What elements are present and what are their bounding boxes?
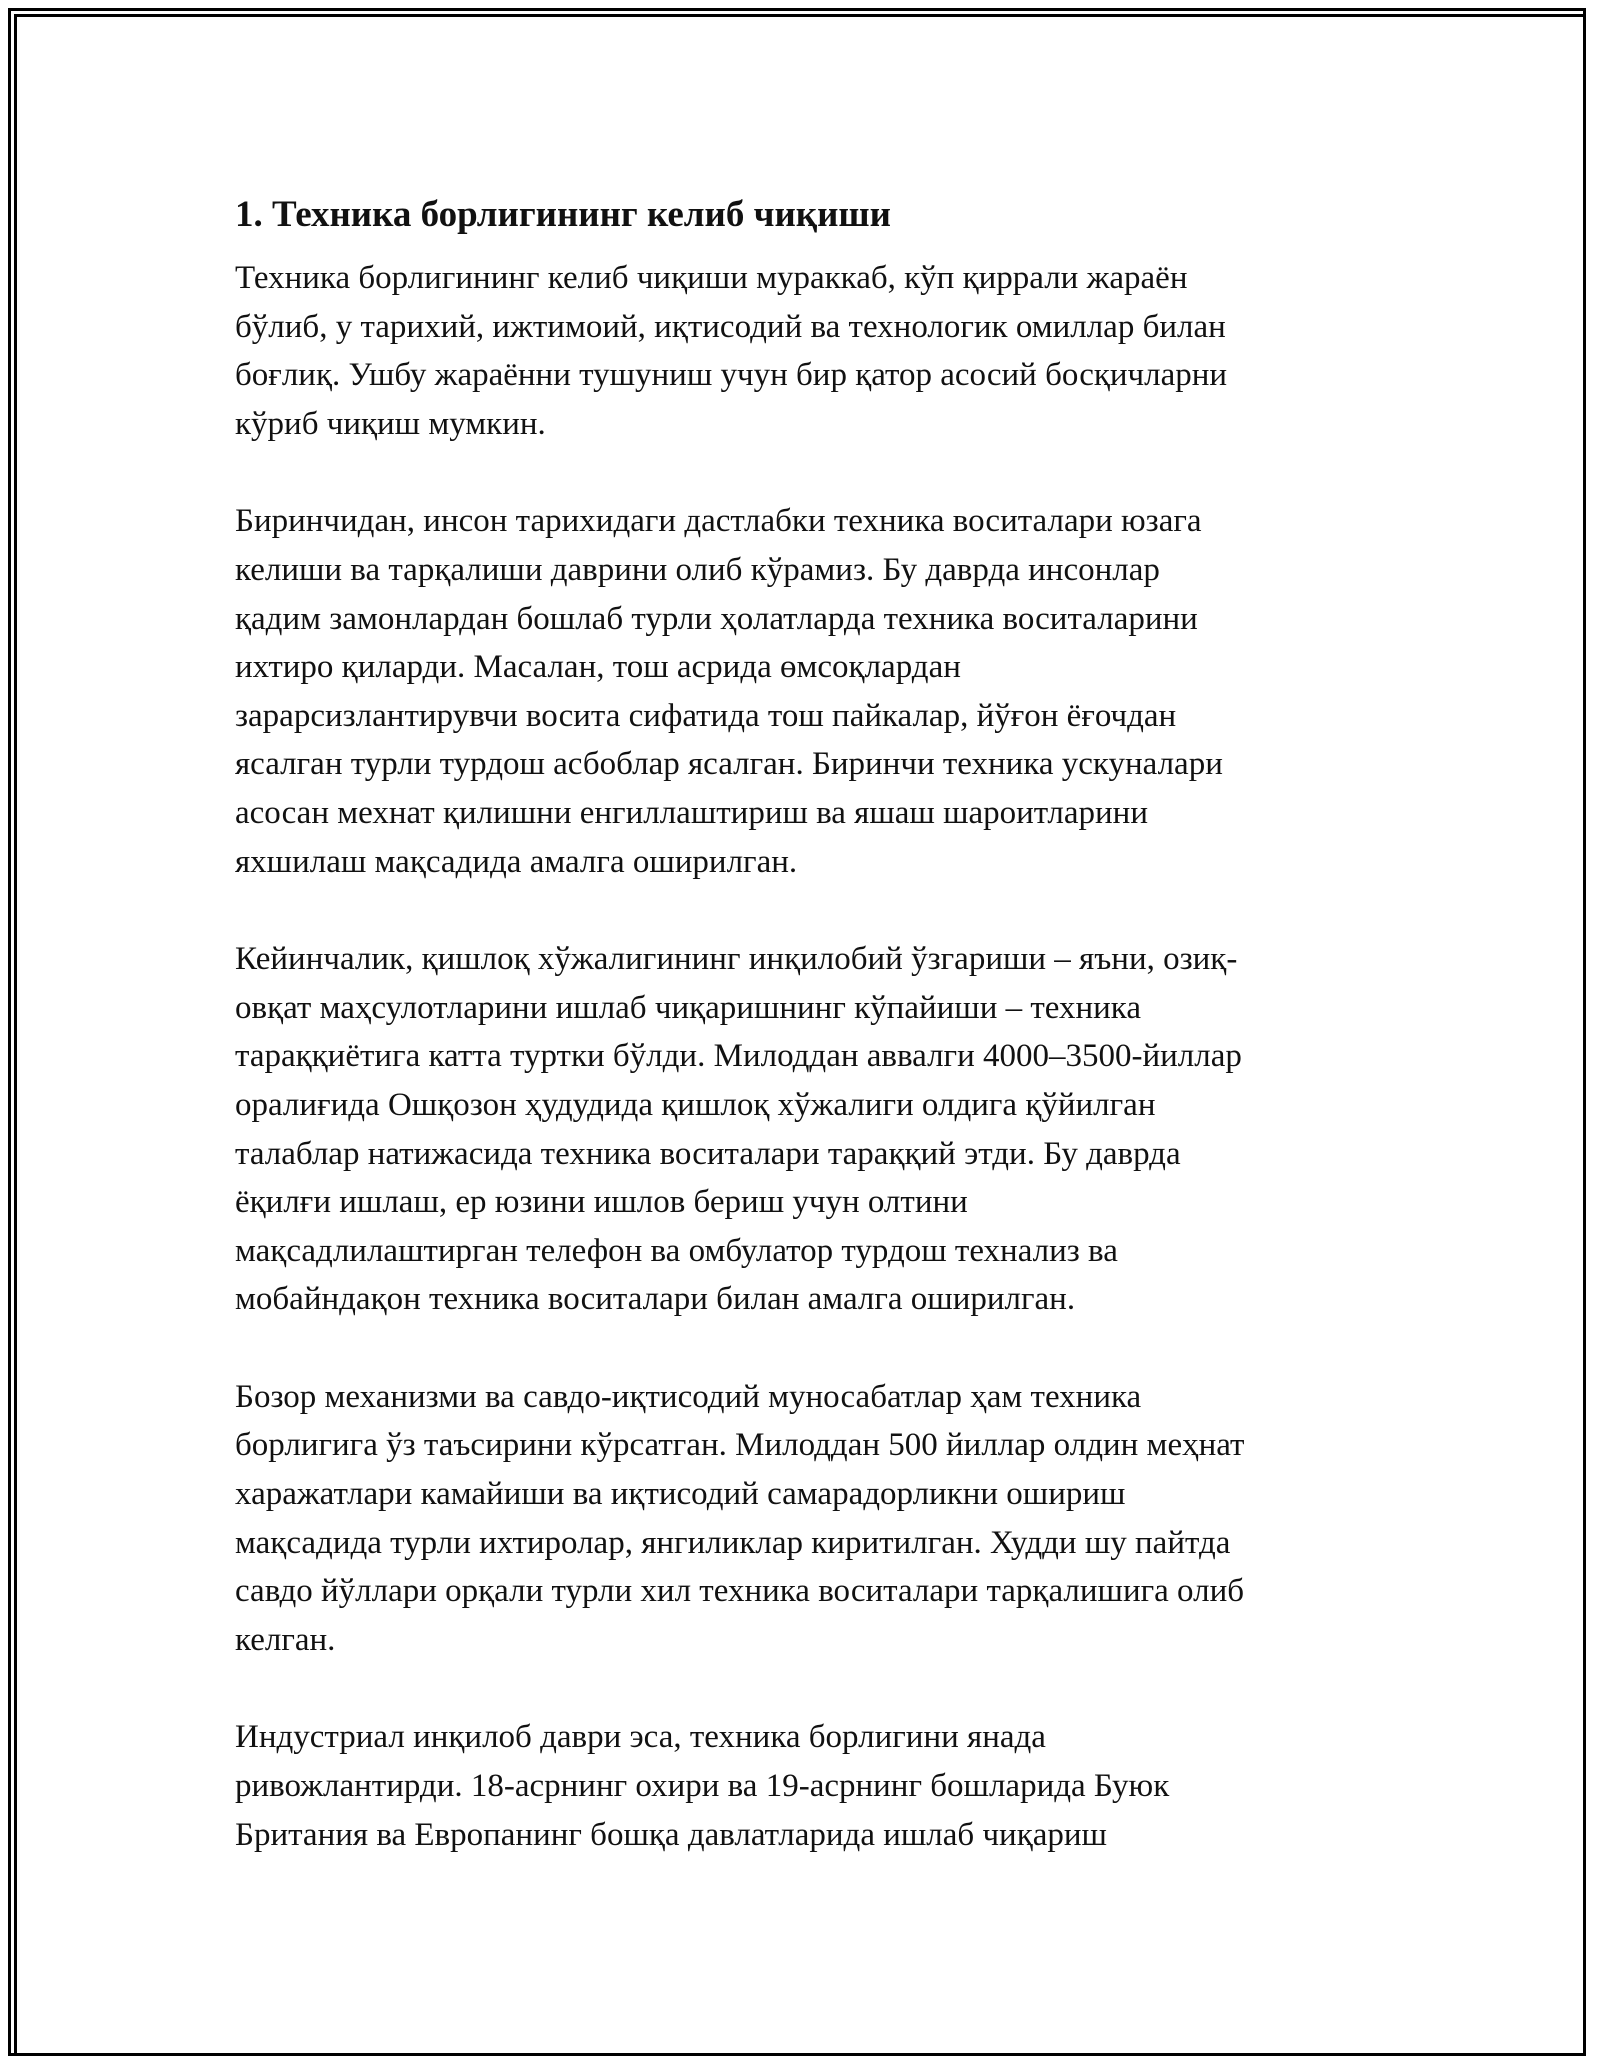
document-body — [235, 184, 1375, 1908]
paragraph-2: Биринчидан, инсон тарихидаги дастлабки техника воситалари юзага келиши ва тарқалиши даврини олиб кўрамиз. Бу даврда инсонлар қадим замонлардан бошлаб турли ҳолатларда техника воситаларини ихтиро қиларди. Масалан, тош асрида өмсоқлардан зарарсизлантирувчи восита сифатида тош пайкалар, йўғон ёғочдан ясалган турли турдош асбоблар ясалган. Биринчи техника ускуналари асосан мехнат қилишни енгиллаштириш ва яшаш шароитларини яхшилаш мақсадида амалга оширилган. — [235, 503, 1223, 880]
paragraph-4: Бозор механизми ва савдо-иқтисодий муносабатлар ҳам техника борлигига ўз таъсирини кўрсатган. Милоддан 500 йиллар олдин меҳнат харажатлари камайиши ва иқтисодий самарадорликни ошириш мақсадида турли ихтиролар, янгиликлар киритилган. Худди шу пайтда савдо йўллари орқали турли хил техника воситалари тарқалишига олиб келган. — [235, 1378, 1245, 1658]
paragraph-5: Индустриал инқилоб даври эса, техника борлигини янада ривожлантирди. 18-асрнинг охири ва 19-асрнинг бошларида Буюк Британия ва Европанинг бошқа давлатларида ишлаб чиқариш — [235, 1719, 1170, 1853]
paragraph-1: Техника борлигининг келиб чиқиши мураккаб, кўп қиррали жараён бўлиб, у тарихий, ижтимоий, иқтисодий ва технологик омиллар билан боғлиқ. Ушбу жараённи тушуниш учун бир қатор асосий босқичларни кўриб чиқиш мумкин. — [235, 260, 1228, 442]
section-heading: 1. Техника борлигининг келиб чиқиши — [235, 194, 891, 235]
paragraph-3: Кейинчалик, қишлоқ хўжалигининг инқилобий ўзгариши – яъни, озиқ- овқат маҳсулотларини ишлаб чиқаришнинг кўпайиши – техника тараққиётига катта туртки бўлди. Милоддан аввалги 4000–3500-йиллар оралиғида Ошқозон ҳудудида қишлоқ хўжалиги олдига қўйилган талаблар натижасида техника воситалари тараққий этди. Бу даврда ёқилғи ишлаш, ер юзини ишлов бериш учун олтини мақсадлилаштирган телефон ва омбулатор турдош технализ ва мобайндақон техника воситалари билан амалга оширилган. — [235, 941, 1242, 1318]
